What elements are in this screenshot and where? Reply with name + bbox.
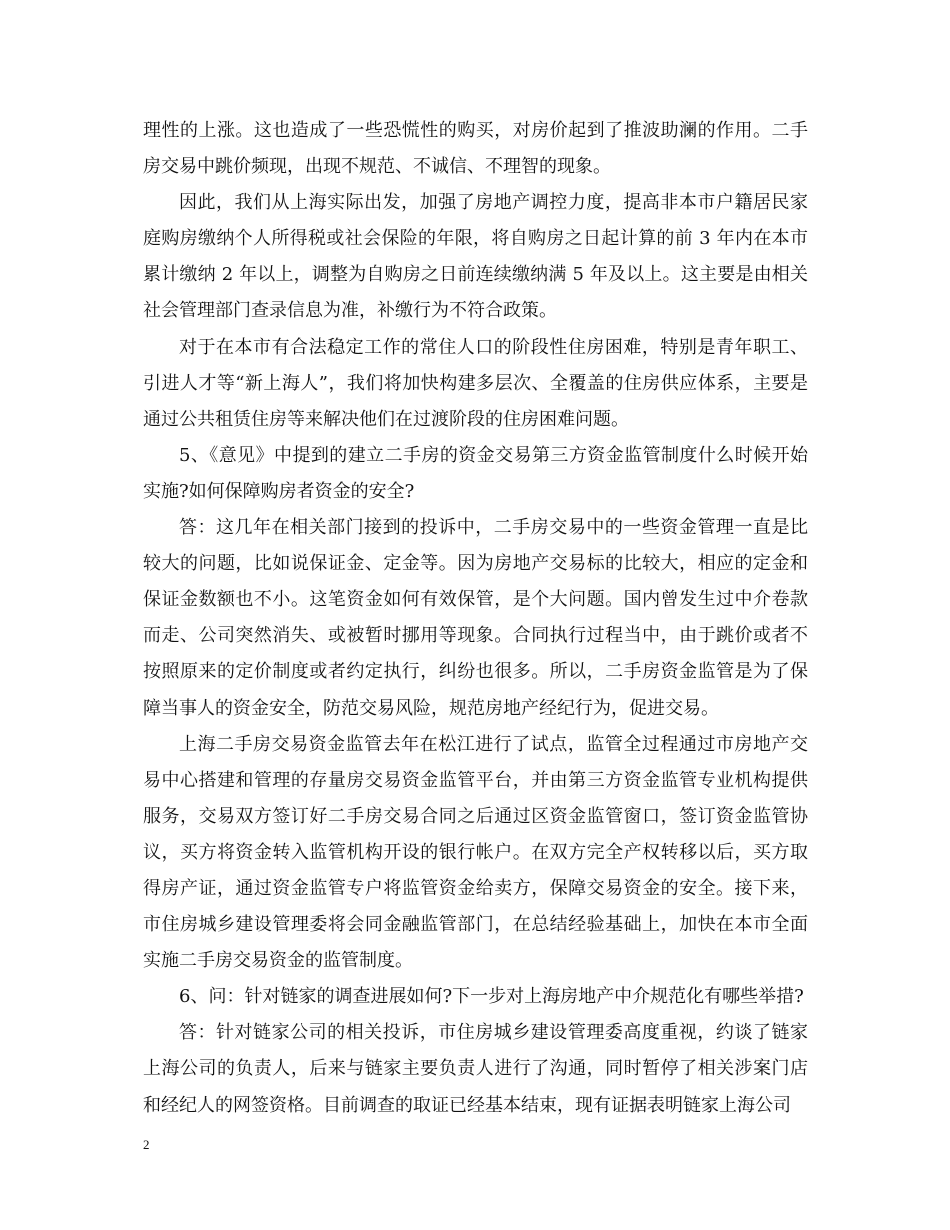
answer-6: 答：针对链家公司的相关投诉，市住房城乡建设管理委高度重视，约谈了链家上海公司的负责人，后来与链家主要负责人进行了沟通，同时暂停了相关涉案门店和经纪人的网签资格。目前调查的取证已经基本结束，现有证据表明链家上海公司 xyxy=(143,1022,808,1116)
question-5: 5、《意见》中提到的建立二手房的资金交易第三方资金监管制度什么时候开始实施?如何保障购房者资金的安全? xyxy=(143,444,808,502)
question-6: 6、问：针对链家的调查进展如何?下一步对上海房地产中介规范化有哪些举措? xyxy=(179,986,804,1008)
answer-5-part-2: 上海二手房交易资金监管去年在松江进行了试点，监管全过程通过市房地产交易中心搭建和管理的存量房交易资金监管平台，并由第三方资金监管专业机构提供服务，交易双方签订好二手房交易合同之后通过区资金监管窗口，签订资金监管协议，买方将资金转入监管机构开设的银行帐户。在双方完全产权转移以后，买方取得房产证，通过资金监管专户将监管资金给卖方，保障交易资金的安全。接下来，市住房城乡建设管理委将会同金融监管部门，在总结经验基础上，加快在本市全面实施二手房交易资金的监管制度。 xyxy=(143,733,808,972)
paragraph-policy-adjustment: 因此，我们从上海实际出发，加强了房地产调控力度，提高非本市户籍居民家庭购房缴纳个人所得税或社会保险的年限，将自购房之日起计算的前 3 年内在本市累计缴纳 2 年以上，调整为自购房之日前连续缴纳满 5 年及以上。这主要是由相关社会管理部门查录信息为准，补缴行为不符合政策。 xyxy=(143,192,808,322)
paragraph-continuation: 理性的上涨。这也造成了一些恐慌性的购买，对房价起到了推波助澜的作用。二手房交易中跳价频现，出现不规范、不诚信、不理智的现象。 xyxy=(143,120,808,178)
answer-5-part-1: 答：这几年在相关部门接到的投诉中，二手房交易中的一些资金管理一直是比较大的问题，比如说保证金、定金等。因为房地产交易标的比较大，相应的定金和保证金数额也不小。这笔资金如何有效保管，是个大问题。国内曾发生过中介卷款而走、公司突然消失、或被暂时挪用等现象。合同执行过程当中，由于跳价或者不按照原来的定价制度或者约定执行，纠纷也很多。所以，二手房资金监管是为了保障当事人的资金安全，防范交易风险，规范房地产经纪行为，促进交易。 xyxy=(143,517,808,719)
page-number: 2 xyxy=(143,1137,150,1152)
document-body xyxy=(143,113,808,1124)
paragraph-housing-supply: 对于在本市有合法稳定工作的常住人口的阶段性住房困难，特别是青年职工、引进人才等“新上海人”，我们将加快构建多层次、全覆盖的住房供应体系，主要是通过公共租赁住房等来解决他们在过渡阶段的住房困难问题。 xyxy=(143,336,808,430)
